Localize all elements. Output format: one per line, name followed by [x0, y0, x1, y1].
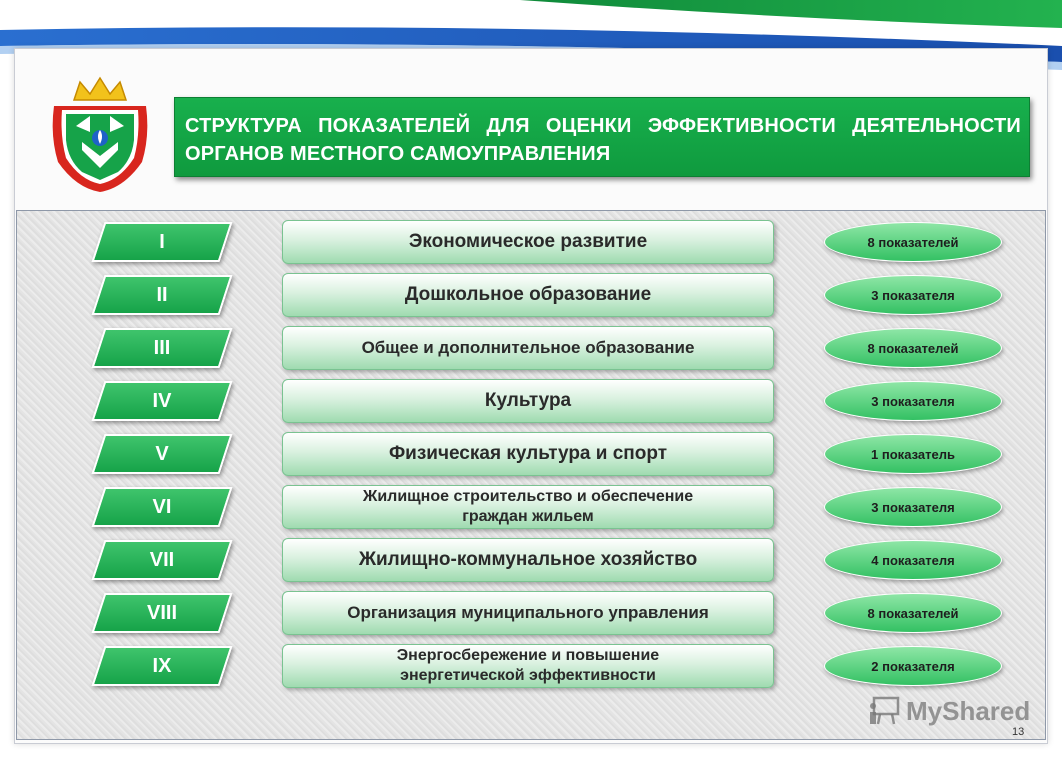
page-number: 13: [1012, 726, 1025, 738]
section-label: Жилищное строительство и обеспечение граждан жильем: [282, 485, 774, 529]
page-title: СТРУКТУРА ПОКАЗАТЕЛЕЙ ДЛЯ ОЦЕНКИ ЭФФЕКТИВНОСТИ ДЕЯТЕЛЬНОСТИ ОРГАНОВ МЕСТНОГО САМОУПРАВЛЕНИЯ: [174, 97, 1030, 177]
section-label: Жилищно-коммунальное хозяйство: [282, 538, 774, 582]
roman-numeral-badge: [92, 328, 233, 368]
roman-numeral-badge: [92, 275, 233, 315]
indicator-count-badge: 8 показателей: [824, 593, 1002, 633]
roman-numeral: VI: [152, 496, 172, 518]
list-item: [0, 324, 1062, 372]
indicator-count-badge: 8 показателей: [824, 328, 1002, 368]
indicator-count-badge: 4 показателя: [824, 540, 1002, 580]
section-label: Физическая культура и спорт: [282, 432, 774, 476]
roman-numeral: III: [153, 337, 171, 359]
indicator-count-badge: 3 показателя: [824, 487, 1002, 527]
list-item: [0, 430, 1062, 478]
roman-numeral: IX: [152, 655, 172, 677]
watermark: [868, 694, 1038, 728]
roman-numeral: IV: [152, 390, 172, 412]
roman-numeral-badge: [92, 381, 233, 421]
list-item: [0, 271, 1062, 319]
roman-numeral: I: [159, 231, 165, 253]
section-label: Культура: [282, 379, 774, 423]
indicator-count-badge: 1 показатель: [824, 434, 1002, 474]
list-item: [0, 377, 1062, 425]
roman-numeral-badge: [92, 646, 233, 686]
indicator-count-badge: 8 показателей: [824, 222, 1002, 262]
indicator-count-badge: 2 показателя: [824, 646, 1002, 686]
list-item: [0, 589, 1062, 637]
list-item: [0, 536, 1062, 584]
watermark-text: MyShared: [906, 695, 1031, 726]
roman-numeral: II: [156, 284, 168, 306]
section-label: Организация муниципального управления: [282, 591, 774, 635]
roman-numeral-badge: [92, 434, 233, 474]
roman-numeral-badge: [92, 593, 233, 633]
indicator-count-badge: 3 показателя: [824, 381, 1002, 421]
section-label: Экономическое развитие: [282, 220, 774, 264]
presenter-board-icon: [868, 696, 902, 726]
coat-of-arms-icon: [46, 76, 154, 194]
indicator-count-badge: 3 показателя: [824, 275, 1002, 315]
section-label: Общее и дополнительное образование: [282, 326, 774, 370]
section-label: Энергосбережение и повышение энергетической эффективности: [282, 644, 774, 688]
roman-numeral-badge: [92, 222, 233, 262]
list-item: [0, 218, 1062, 266]
roman-numeral: V: [155, 443, 169, 465]
roman-numeral-badge: [92, 540, 233, 580]
section-label: Дошкольное образование: [282, 273, 774, 317]
list-item: [0, 483, 1062, 531]
roman-numeral: VII: [149, 549, 175, 571]
roman-numeral: VIII: [146, 602, 177, 624]
roman-numeral-badge: [92, 487, 233, 527]
list-item: [0, 642, 1062, 690]
